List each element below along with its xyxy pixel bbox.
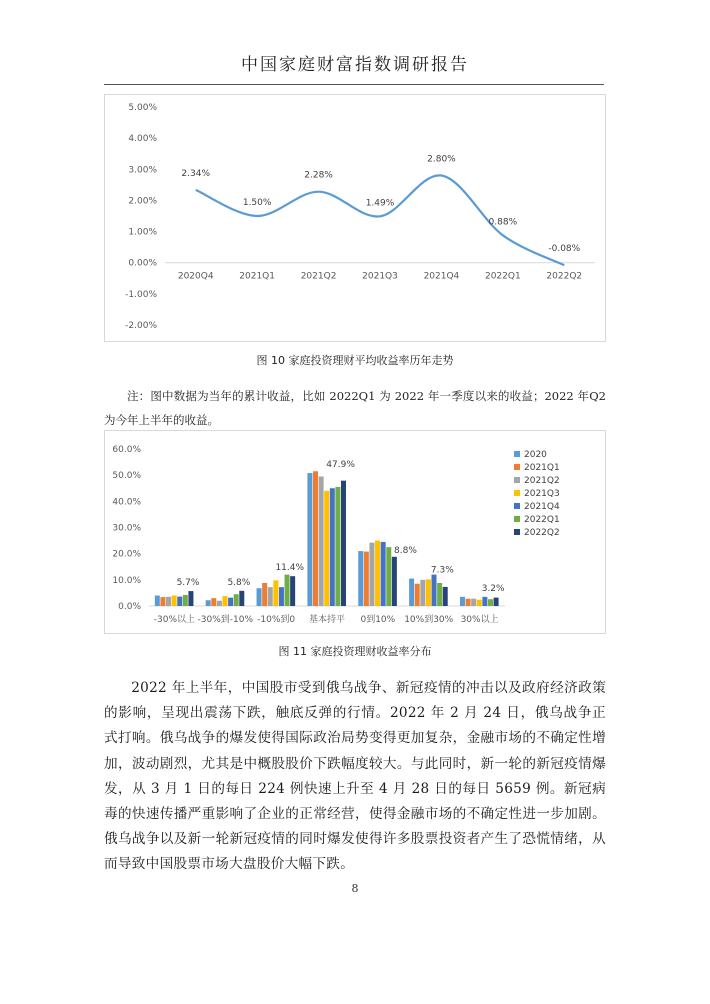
bar <box>188 591 193 606</box>
y-tick-label: 3.00% <box>128 165 157 176</box>
data-label: 8.8% <box>394 545 417 556</box>
x-tick-label: 2021Q2 <box>300 271 337 282</box>
y-tick-label: -1.00% <box>125 289 157 300</box>
data-label: 5.7% <box>176 578 200 589</box>
x-tick-label: 10%到30% <box>404 615 454 625</box>
bar <box>330 488 335 606</box>
data-label: 1.50% <box>242 198 272 208</box>
bar <box>155 596 160 606</box>
bar-chart-svg <box>105 431 605 633</box>
legend-label: 2022Q2 <box>524 528 560 538</box>
data-label: 3.2% <box>481 583 505 594</box>
bar <box>358 551 363 606</box>
legend-label: 2020 <box>524 450 547 460</box>
legend-swatch <box>514 503 520 509</box>
report-header: 中国家庭财富指数调研报告 <box>241 55 469 75</box>
legend-label: 2021Q1 <box>524 463 560 473</box>
bar <box>364 552 369 606</box>
data-label: 7.3% <box>430 565 454 576</box>
bar <box>290 576 295 606</box>
bar <box>471 599 476 606</box>
bar-chart-return-distribution <box>104 430 606 634</box>
x-tick-label: 2022Q2 <box>546 271 583 282</box>
x-tick-label: -10%到0 <box>257 615 296 625</box>
y-tick-label: 1.00% <box>128 227 157 238</box>
line-chart-svg <box>105 95 605 341</box>
x-tick-label: 2021Q4 <box>423 271 460 282</box>
bar <box>183 595 188 606</box>
page-number: 8 <box>351 882 359 895</box>
body-paragraph: 2022 年上半年，中国股市受到俄乌战争、新冠疫情的冲击以及政府经济政策的影响，呈现出震荡下跌，触底反弹的行情。2022 年 2 月 24 日，俄乌战争正式打响。俄乌战争的爆发使得国际政治局势变得更加复杂，金融市场的不确定性增加，波动剧烈，尤其是中概股股价下跌幅度较大。与此同时，新一轮的新冠疫情爆发，从 3 月 1 日的每日 224 例快速上升至 4 月 28 日的每日 5659 例。新冠病毒的快速传播严重影响了企业的正常经营，使得金融市场的不确定性进一步加剧。俄乌战争以及新一轮新冠疫情的同时爆发使得许多股票投资者产生了恐慌情绪，从而导致中国股票市场大盘股价大幅下跌。 <box>104 680 606 873</box>
bar <box>369 543 374 606</box>
data-label: 2.80% <box>427 154 456 165</box>
figure-note: 注：图中数据为当年的累计收益，比如 2022Q1 为 2022 年一季度以来的收益；2022 年Q2 为今年上半年的收益。 <box>104 389 606 427</box>
bar <box>466 599 471 606</box>
y-tick-label: 0.0% <box>118 602 141 612</box>
bar <box>494 598 499 606</box>
data-label: 2.34% <box>181 168 211 179</box>
legend-label: 2021Q2 <box>524 476 560 486</box>
bar <box>273 580 278 606</box>
y-tick-label: 4.00% <box>128 134 157 145</box>
bar <box>228 598 233 606</box>
bar <box>443 587 448 606</box>
bar <box>482 597 487 606</box>
bar <box>160 597 165 606</box>
x-tick-label: -30%到-10% <box>197 615 254 625</box>
y-tick-label: 5.00% <box>128 103 157 113</box>
bar <box>313 471 318 606</box>
bar <box>409 579 414 606</box>
data-label: 1.49% <box>365 198 395 209</box>
data-label: 5.8% <box>227 577 251 588</box>
bar <box>217 601 222 606</box>
bar <box>477 600 482 606</box>
y-tick-label: 60.0% <box>112 445 141 455</box>
y-tick-label: 50.0% <box>112 471 141 482</box>
bar <box>335 487 340 606</box>
figure-11-caption: 图 11 家庭投资理财收益率分布 <box>278 645 432 658</box>
bar <box>268 587 273 606</box>
data-label: 2.28% <box>304 170 333 181</box>
bar <box>307 473 312 606</box>
bar <box>206 600 211 606</box>
bar <box>420 580 425 606</box>
bar <box>239 591 244 606</box>
data-label: 11.4% <box>275 563 305 574</box>
bar <box>460 597 465 606</box>
legend-label: 2021Q3 <box>524 489 560 499</box>
x-tick-label: 基本持平 <box>308 615 346 625</box>
legend-swatch <box>514 529 520 535</box>
bar <box>437 583 442 606</box>
legend-swatch <box>514 464 520 470</box>
data-label: 0.88% <box>488 217 518 228</box>
legend-swatch <box>514 477 520 483</box>
x-tick-label: 30%以上 <box>460 615 499 625</box>
bar <box>279 587 284 606</box>
y-tick-label: 30.0% <box>112 523 141 534</box>
x-tick-label: 2022Q1 <box>484 271 521 282</box>
bar <box>172 596 177 606</box>
bar <box>488 599 493 606</box>
bar <box>432 575 437 606</box>
y-tick-label: 2.00% <box>128 196 157 207</box>
data-label: -0.08% <box>548 244 581 255</box>
bar <box>177 597 182 606</box>
bar <box>257 588 262 606</box>
legend-swatch <box>514 516 520 522</box>
bar <box>166 597 171 606</box>
bar <box>262 583 267 606</box>
data-label: 47.9% <box>326 460 355 471</box>
y-tick-label: 40.0% <box>112 497 141 508</box>
legend-swatch <box>514 451 520 457</box>
legend-swatch <box>514 490 520 496</box>
line-chart-average-return <box>104 94 606 342</box>
figure-10-caption: 图 10 家庭投资理财平均收益率历年走势 <box>256 354 454 367</box>
legend-label: 2021Q4 <box>524 502 560 512</box>
legend-label: 2022Q1 <box>524 515 560 525</box>
bar <box>285 575 290 606</box>
bar <box>392 557 397 606</box>
bar <box>324 491 329 606</box>
bar <box>375 541 380 606</box>
y-tick-label: 10.0% <box>112 575 141 586</box>
bar <box>415 584 420 606</box>
bar <box>426 579 431 606</box>
x-tick-label: 0到10% <box>360 615 396 625</box>
bar <box>341 481 346 606</box>
y-tick-label: 0.00% <box>128 258 157 269</box>
header-divider <box>104 84 604 85</box>
bar <box>319 476 324 606</box>
bar <box>234 594 239 606</box>
bar <box>222 596 227 606</box>
bar <box>381 542 386 606</box>
x-tick-label: -30%以上 <box>153 615 196 625</box>
y-tick-label: 20.0% <box>112 549 141 560</box>
x-tick-label: 2020Q4 <box>177 271 214 282</box>
bar <box>211 598 216 606</box>
x-tick-label: 2021Q1 <box>239 271 276 282</box>
x-tick-label: 2021Q3 <box>362 271 398 282</box>
bar <box>386 547 391 606</box>
y-tick-label: -2.00% <box>125 321 157 331</box>
